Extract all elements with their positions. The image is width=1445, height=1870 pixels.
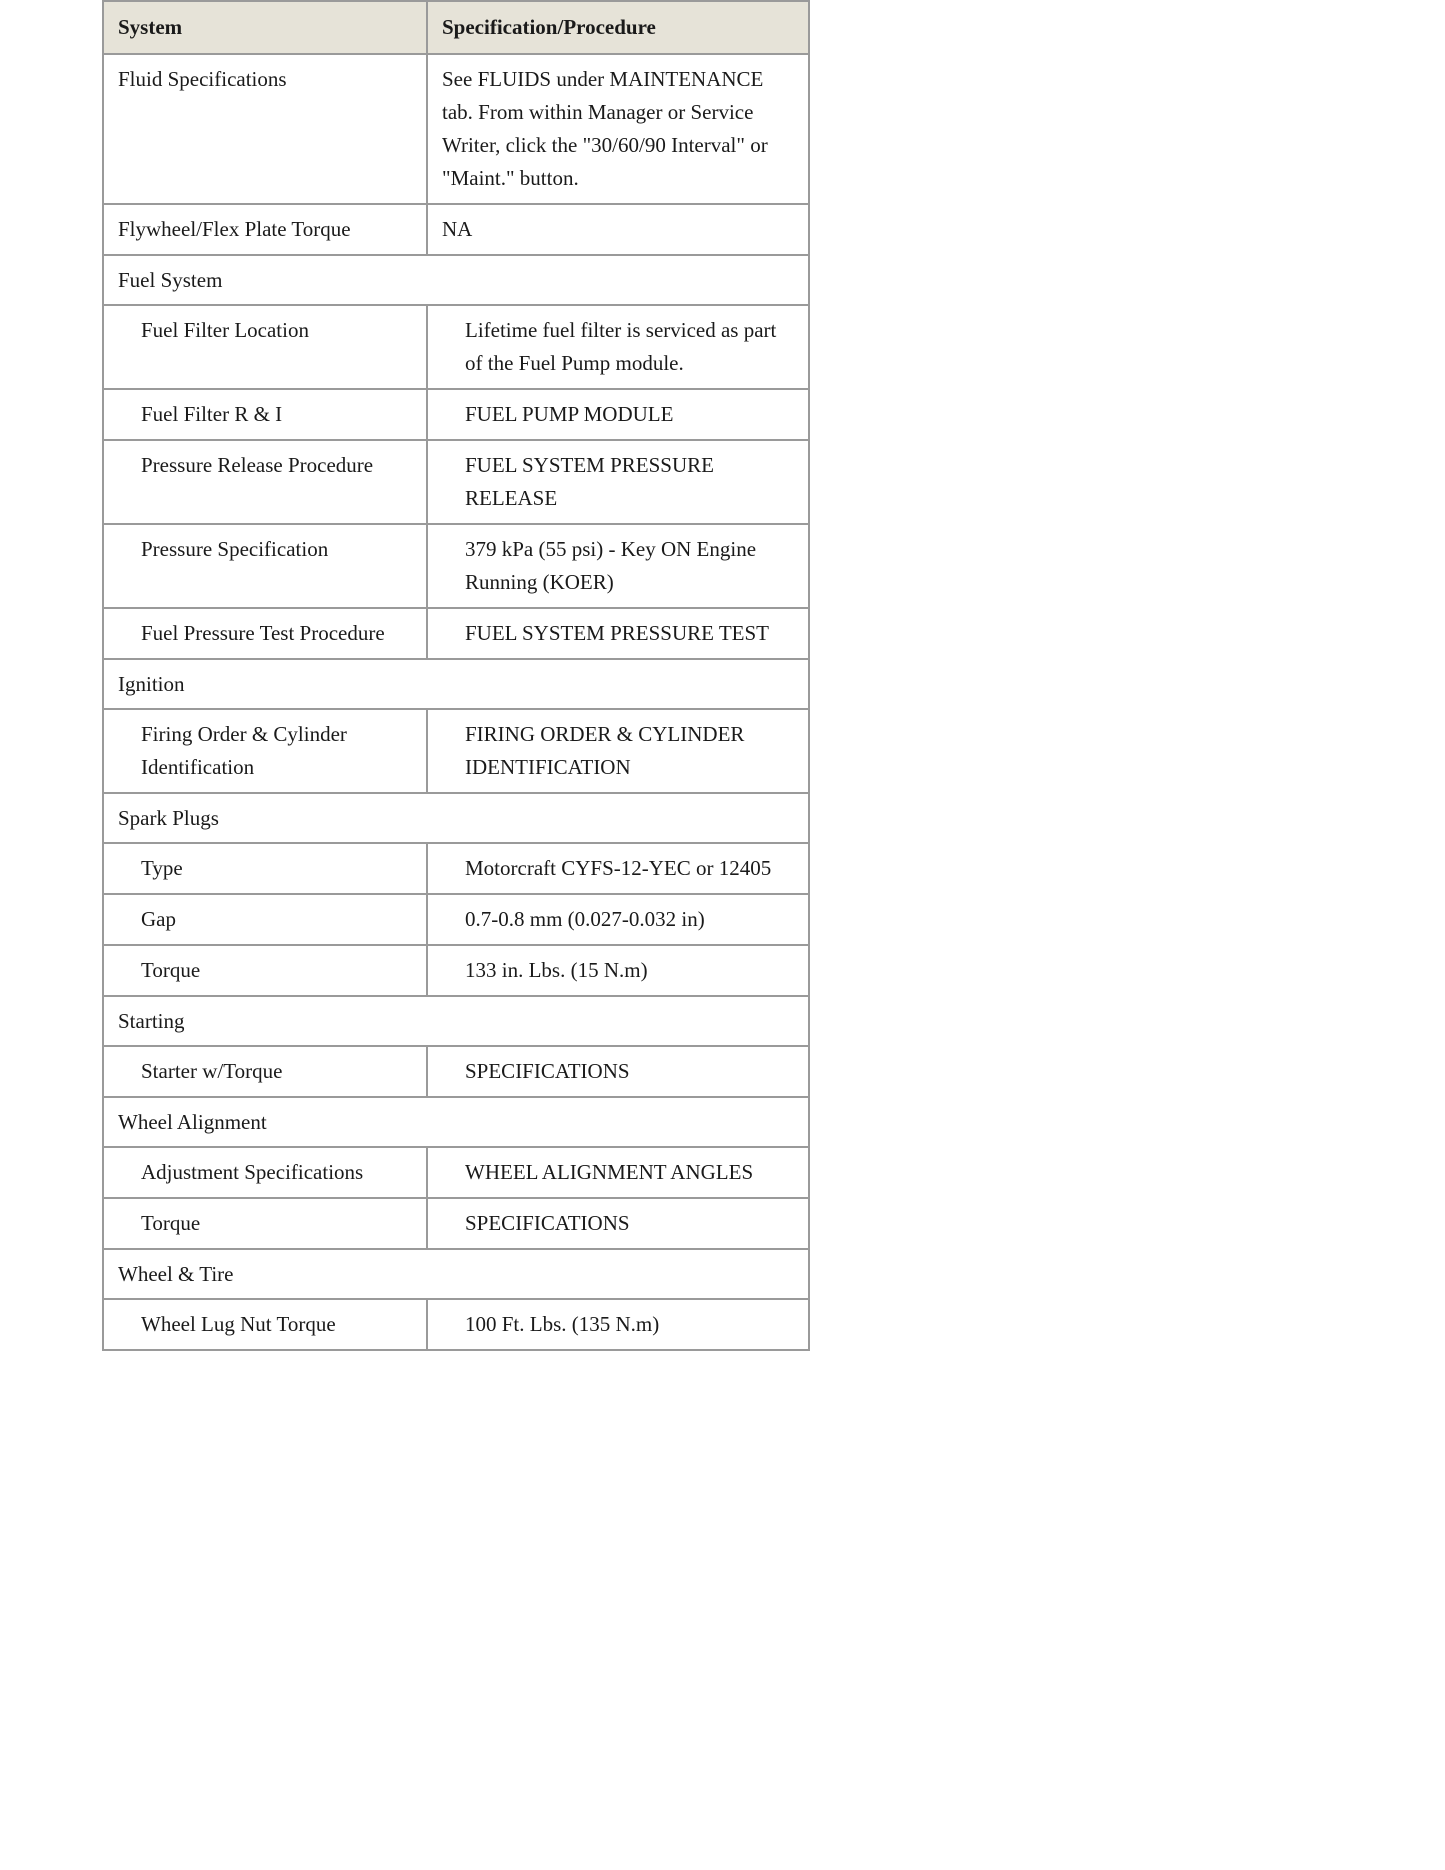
specification-cell: 0.7-0.8 mm (0.027-0.032 in) (427, 894, 809, 945)
system-cell: Gap (103, 894, 427, 945)
table-group-row (103, 1097, 809, 1147)
table-row (103, 524, 809, 608)
table-row (103, 945, 809, 996)
table-row (103, 54, 809, 204)
header-system: System (103, 1, 427, 54)
system-cell: Starter w/Torque (103, 1046, 427, 1097)
system-cell: Type (103, 843, 427, 894)
specification-cell: FUEL SYSTEM PRESSURE TEST (427, 608, 809, 659)
system-cell: Fuel Filter R & I (103, 389, 427, 440)
group-label: Wheel Alignment (103, 1097, 809, 1147)
specification-cell: WHEEL ALIGNMENT ANGLES (427, 1147, 809, 1198)
table-row (103, 204, 809, 255)
system-cell: Pressure Release Procedure (103, 440, 427, 524)
system-cell: Fluid Specifications (103, 54, 427, 204)
system-cell: Adjustment Specifications (103, 1147, 427, 1198)
specification-cell: SPECIFICATIONS (427, 1198, 809, 1249)
table-body (103, 54, 809, 1350)
table-row (103, 440, 809, 524)
specification-cell: FIRING ORDER & CYLINDER IDENTIFICATION (427, 709, 809, 793)
system-cell: Pressure Specification (103, 524, 427, 608)
group-label: Fuel System (103, 255, 809, 305)
system-cell: Firing Order & Cylinder Identification (103, 709, 427, 793)
group-label: Starting (103, 996, 809, 1046)
specification-cell: 100 Ft. Lbs. (135 N.m) (427, 1299, 809, 1350)
specification-cell: SPECIFICATIONS (427, 1046, 809, 1097)
table-row (103, 305, 809, 389)
group-label: Spark Plugs (103, 793, 809, 843)
specification-cell: 133 in. Lbs. (15 N.m) (427, 945, 809, 996)
system-cell: Wheel Lug Nut Torque (103, 1299, 427, 1350)
table-row (103, 709, 809, 793)
specification-cell: Motorcraft CYFS-12-YEC or 12405 (427, 843, 809, 894)
table-row (103, 1046, 809, 1097)
specification-cell: 379 kPa (55 psi) - Key ON Engine Running (KOER) (427, 524, 809, 608)
specification-cell: Lifetime fuel filter is serviced as part of the Fuel Pump module. (427, 305, 809, 389)
header-specification: Specification/Procedure (427, 1, 809, 54)
system-cell: Torque (103, 945, 427, 996)
specification-cell: NA (427, 204, 809, 255)
table-row (103, 1147, 809, 1198)
table-group-row (103, 1249, 809, 1299)
specifications-table (102, 0, 810, 1351)
table-row (103, 1299, 809, 1350)
specification-cell: FUEL SYSTEM PRESSURE RELEASE (427, 440, 809, 524)
system-cell: Torque (103, 1198, 427, 1249)
table-row (103, 843, 809, 894)
specification-cell: See FLUIDS under MAINTENANCE tab. From within Manager or Service Writer, click the "30/60/90 Interval" or "Maint." button. (427, 54, 809, 204)
system-cell: Fuel Pressure Test Procedure (103, 608, 427, 659)
table-row (103, 608, 809, 659)
table-header-row (103, 1, 809, 54)
table-group-row (103, 793, 809, 843)
system-cell: Flywheel/Flex Plate Torque (103, 204, 427, 255)
system-cell: Fuel Filter Location (103, 305, 427, 389)
table-group-row (103, 659, 809, 709)
table-group-row (103, 255, 809, 305)
table-row (103, 894, 809, 945)
group-label: Ignition (103, 659, 809, 709)
table-group-row (103, 996, 809, 1046)
table-row (103, 389, 809, 440)
table-row (103, 1198, 809, 1249)
specification-cell: FUEL PUMP MODULE (427, 389, 809, 440)
group-label: Wheel & Tire (103, 1249, 809, 1299)
